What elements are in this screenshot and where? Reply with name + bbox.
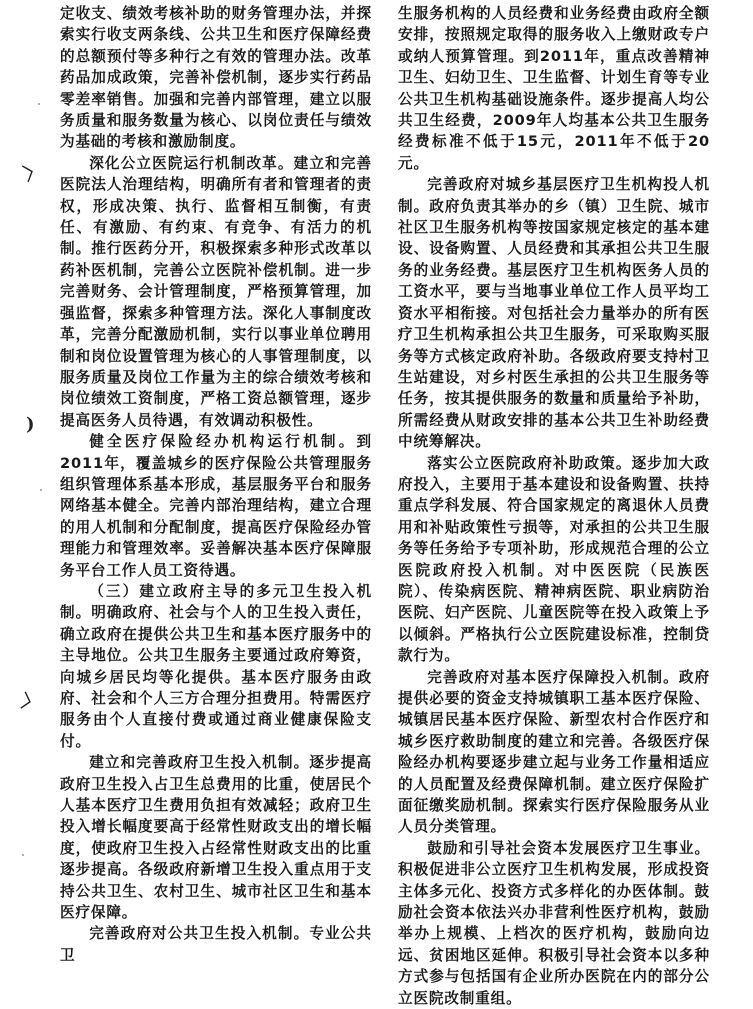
- binding-hole-mark: 〉: [19, 690, 43, 716]
- paragraph: 完善政府对城乡基层医疗卫生机构投人机制。政府负责其举办的乡（镇）卫生院、城市社区卫生服务机构等按国家规定核定的基本建设、设备购置、人员经费和其承担公共卫生服务的业务经费。基层医疗卫生机构医务人员的工资水平，要与当地事业单位工作人员平均工资水平相衔接。对包括社会力量举办的所有医疗卫生机构承担公共卫生服务，可采取购买服务等方式核定政府补助。各级政府要支持村卫生站建设，对乡村医生承担的公共卫生服务等任务，按其提供服务的数量和质量给予补助，所需经费从财政安排的基本公共卫生补助经费中统筹解决。: [398, 176, 710, 451]
- binding-hole-mark: ): [26, 414, 35, 435]
- paragraph: 深化公立医院运行机制改革。建立和完善医院法人治理结构，明确所有者和管理者的责权，形成决策、执行、监督相互制衡，有责任、有激励、有约束、有竞争、有活力的机制。推行医药分开，积极探索多种形式改革以药补医机制，完善公立医院补偿机制。进一步完善财务、会计管理制度，严格预算管理，加强监督，探索多种管理方法。深化人事制度改革，完善分配激励机制，实行以事业单位聘用制和岗位设置管理为核心的人事管理制度，以服务质量及岗位工作量为主的综合绩效考核和岗位绩效工资制度，严格工资总额管理，逐步提高医务人员待遇，有效调动积极性。: [60, 154, 372, 429]
- paragraph: 建立和完善政府卫生投入机制。逐步提高政府卫生投入占卫生总费用的比重，使居民个人基本医疗卫生费用负担有效减轻；政府卫生投入增长幅度要高于经常性财政支出的增长幅度，使政府卫生投入占经常性财政支出的比重逐步提高。各级政府新增卫生投入重点用于支持公共卫生、农村卫生、城市社区卫生和基本医疗保障。: [60, 754, 372, 922]
- paragraph: 鼓励和引导社会资本发展医疗卫生事业。积极促进非公立医疗卫生机构发展，形成投资主体多元化、投资方式多样化的办医体制。鼓励社会资本依法兴办非营利性医疗机构，鼓励举办上规模、上档次的医疗机构，鼓励向边远、贫困地区延伸。积极引导社会资本以多种方式参与包括国有企业所办医院在内的部分公立医院改制重组。: [398, 839, 710, 1007]
- paragraph: 落实公立医院政府补助政策。逐步加大政府投入，主要用于基本建设和设备购置、扶持重点学科发展、符合国家规定的离退休人员费用和补贴政策性亏损等，对承担的公共卫生服务等任务给予专项补助，形成规范合理的公立医院政府投入机制。对中医医院（民族医院）、传染病医院、精神病医院、职业病防治医院、妇产医院、儿童医院等在投入政策上予以倾斜。严格执行公立医院建设标准，控制贷款行为。: [398, 454, 710, 665]
- binding-hole-mark: 〉: [21, 159, 46, 186]
- scan-speck: [40, 489, 42, 491]
- scan-speck: [38, 103, 40, 105]
- left-column: [60, 3, 372, 966]
- scan-speck: [22, 854, 24, 856]
- paragraph: 定收支、绩效考核补助的财务管理办法，并探索实行收支两条线、公共卫生和医疗保障经费的总额预付等多种行之有效的管理办法。改革药品加成政策，完善补偿机制，逐步实行药品零差率销售。加强和完善内部管理，建立以服务质量和服务数量为核心、以岗位责任与绩效为基础的考核和激励制度。: [60, 5, 372, 151]
- paragraph: 健全医疗保险经办机构运行机制。到2011年，覆盖城乡的医疗保险公共管理服务组织管理体系基本形成，基层服务平台和服务网络基本健全。完善内部治理结构，建立合理的用人机制和分配制度，提高医疗保险经办管理能力和管理效率。妥善解决基本医疗保障服务平台工作人员工资待遇。: [60, 433, 372, 579]
- paragraph: （三）建立政府主导的多元卫生投入机制。明确政府、社会与个人的卫生投入责任，确立政府在提供公共卫生和基本医疗服务中的主导地位。公共卫生服务主要通过政府筹资，向城乡居民均等化提供。基本医疗服务由政府、社会和个人三方合理分担费用。特需医疗服务由个人直接付费或通过商业健康保险支付。: [60, 582, 372, 750]
- paragraph: 生服务机构的人员经费和业务经费由政府全额安排，按照规定取得的服务收入上缴财政专户或纳人预算管理。到2011年，重点改善精神卫生、妇幼卫生、卫生监督、计划生育等专业公共卫生机构基础设施条件。逐步提高人均公共卫生经费，2009年人均基本公共卫生服务经费标准不低于15元，2011年不低于20元。: [398, 5, 710, 172]
- paragraph: 完善政府对公共卫生投入机制。专业公共卫: [60, 925, 372, 964]
- paragraph: 完善政府对基本医疗保障投入机制。政府提供必要的资金支持城镇职工基本医疗保险、城镇居民基本医疗保险、新型农村合作医疗和城乡医疗救助制度的建立和完善。各级医疗保险经办机构要逐步建立起与业务工作量相适应的人员配置及经费保障机制。建立医疗保险扩面征缴奖励机制。探索实行医疗保险服务从业人员分类管理。: [398, 668, 710, 836]
- right-column: [398, 3, 710, 1009]
